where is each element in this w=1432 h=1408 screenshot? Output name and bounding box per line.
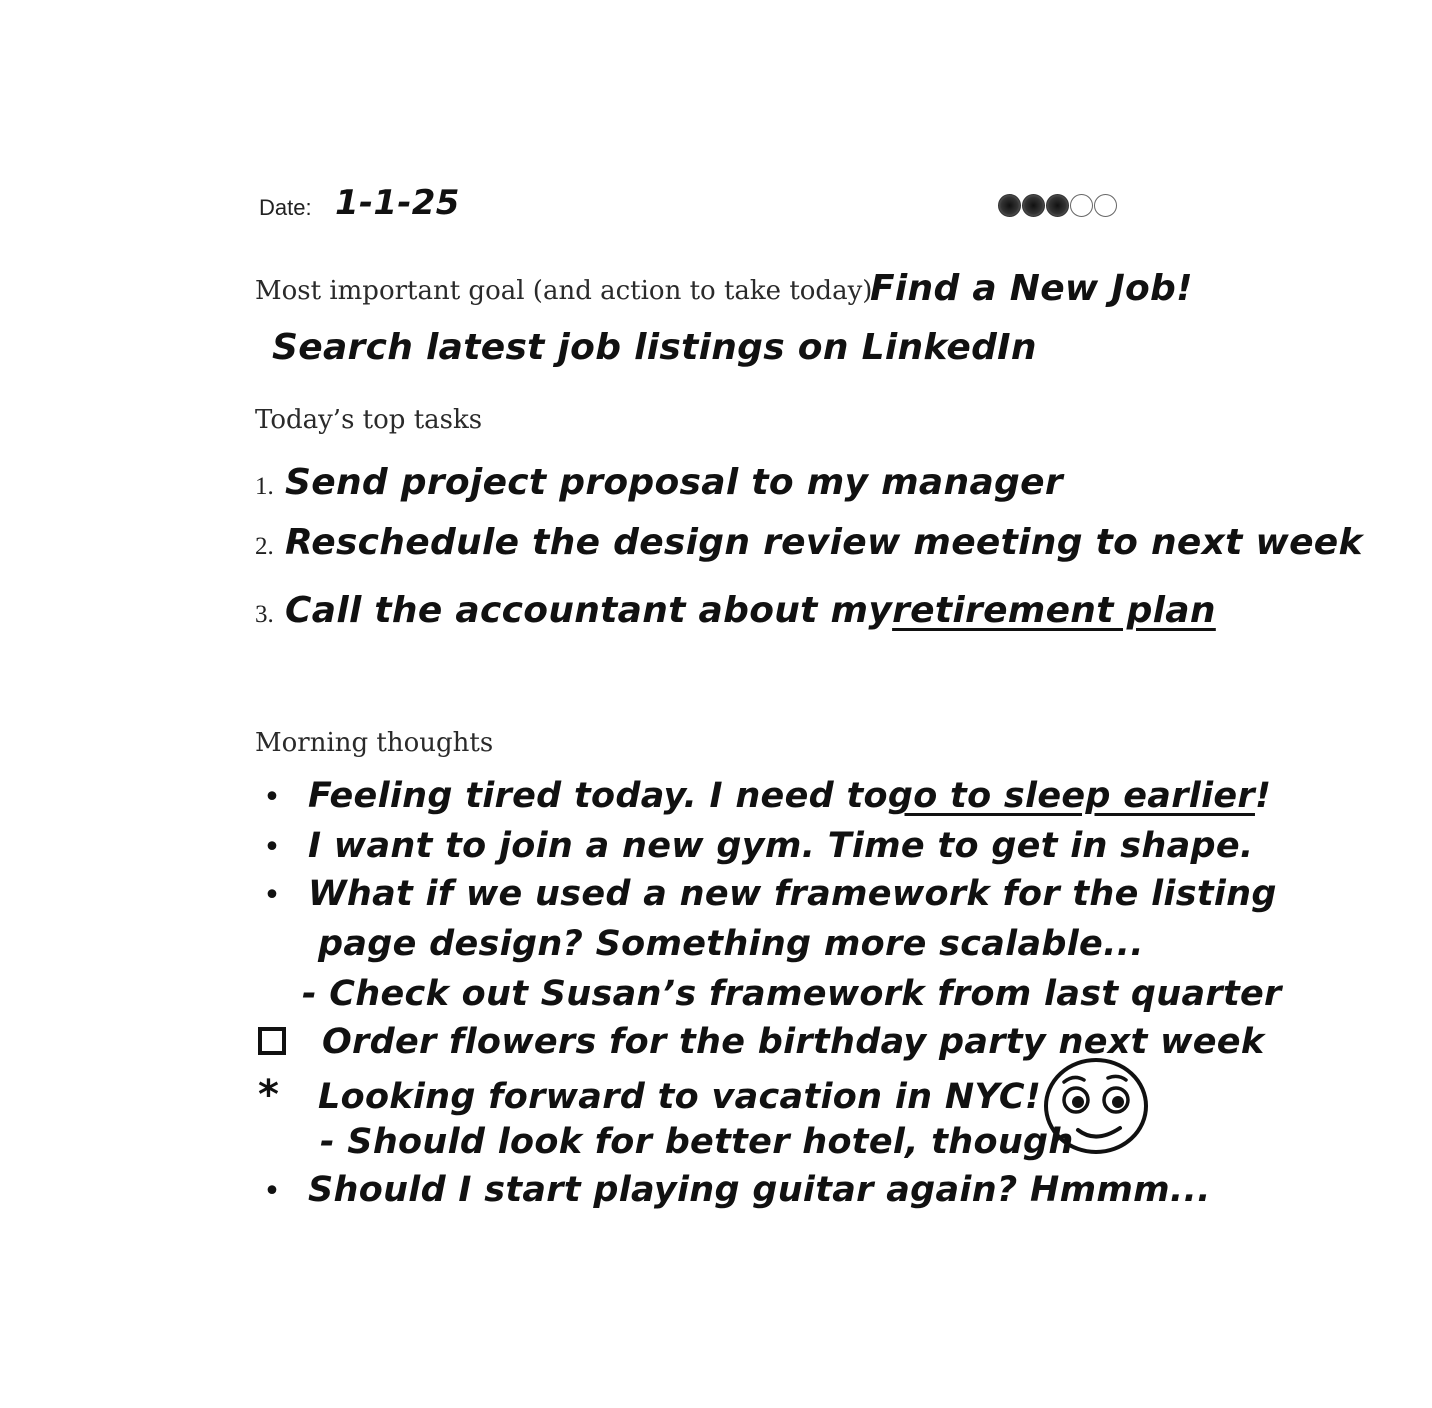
thought-item xyxy=(252,776,1271,816)
thought-text: I want to join a new gym. Time to get in shape. xyxy=(308,826,1254,866)
thought-text: Feeling tired today. I need to xyxy=(308,776,888,816)
bullet-icon: • xyxy=(263,878,281,913)
thought-subitem: - Check out Susan’s framework from last quarter xyxy=(302,974,1282,1014)
thought-subitem: - Should look for better hotel, though xyxy=(320,1122,1074,1162)
rating-dot-filled xyxy=(998,194,1021,217)
task-underlined-text: retirement plan xyxy=(892,590,1216,631)
thought-item xyxy=(252,826,1253,866)
thought-suffix: ! xyxy=(1254,776,1272,816)
goal-label: Most important goal (and action to take today) xyxy=(255,276,873,306)
task-text: Send project proposal to my manager xyxy=(285,462,1063,503)
checkbox-icon[interactable] xyxy=(258,1027,286,1055)
thought-item xyxy=(252,874,1277,914)
bullet-icon: • xyxy=(263,780,281,815)
thought-text: What if we used a new framework for the listing xyxy=(308,874,1277,914)
rating-dot-empty xyxy=(1094,194,1117,217)
thought-text: Order flowers for the birthday party next week xyxy=(322,1022,1265,1062)
date-value: 1-1-25 xyxy=(335,183,460,223)
rating-dot-empty xyxy=(1070,194,1093,217)
thought-item-starred xyxy=(258,1072,1041,1118)
thought-text: Looking forward to vacation in NYC! xyxy=(318,1077,1042,1117)
tasks-label: Today’s top tasks xyxy=(255,405,483,435)
rating-dot-filled xyxy=(1046,194,1069,217)
task-item xyxy=(255,522,1363,563)
bullet-icon: • xyxy=(263,1174,281,1209)
goal-action: Search latest job listings on LinkedIn xyxy=(272,327,1037,368)
energy-rating xyxy=(998,194,1117,217)
thoughts-label: Morning thoughts xyxy=(255,728,494,758)
task-item xyxy=(255,462,1063,503)
task-item xyxy=(255,590,1216,631)
goal-value: Find a New Job! xyxy=(870,268,1193,309)
task-number: 2. xyxy=(255,533,274,560)
task-text: Reschedule the design review meeting to next week xyxy=(285,522,1363,563)
task-number: 1. xyxy=(255,473,274,500)
smiley-face-icon xyxy=(1040,1056,1152,1160)
thought-continuation: page design? Something more scalable... xyxy=(318,924,1144,964)
bullet-icon: • xyxy=(263,830,281,865)
thought-item xyxy=(252,1170,1211,1210)
date-label: Date: xyxy=(259,195,312,220)
asterisk-icon: * xyxy=(258,1072,279,1118)
thought-text: Should I start playing guitar again? Hmmm... xyxy=(308,1170,1211,1210)
task-number: 3. xyxy=(255,601,274,628)
thought-underlined-text: go to sleep earlier xyxy=(887,776,1255,816)
rating-dot-filled xyxy=(1022,194,1045,217)
task-text: Call the accountant about my xyxy=(285,590,893,631)
